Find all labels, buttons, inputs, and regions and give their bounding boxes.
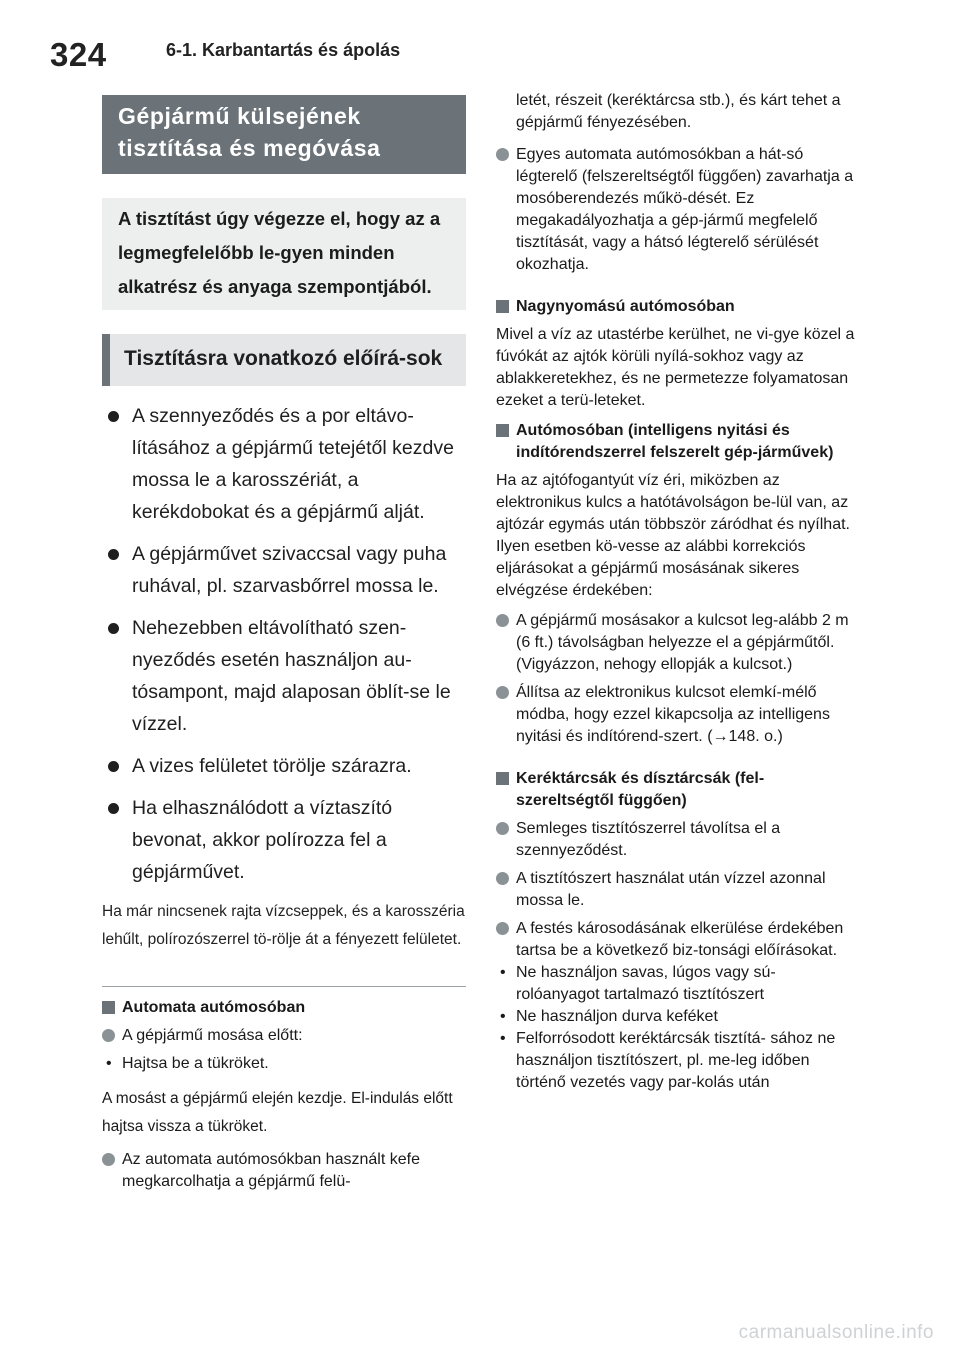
rinse-item: A tisztítószert használat után vízzel azonnal mossa le. — [496, 868, 858, 912]
high-pressure-heading: Nagynyomású autómosóban — [496, 296, 858, 318]
list-item: A gépjárművet szivaccsal vagy puha ruhával, pl. szarvasbőrrel mossa le. — [102, 538, 466, 602]
smart-entry-text: Ha az ajtófogantyút víz éri, miközben az elektronikus kulcs a hatótávolságon be-lül van, az ajtózár egymás után többször záródhat és nyílhat. Ilyen esetben kö-vesse az alábbi korrekciós eljárásokat a gépjármű mosásának sikeres elvégzése érdekében: — [496, 472, 850, 599]
wheels-heading: Keréktárcsák és dísztárcsák (fel-szereltségtől függően) — [496, 768, 858, 812]
sub-heading: Tisztításra vonatkozó előírá-sok — [102, 334, 466, 386]
start-front-text: A mosást a gépjármű elején kezdje. El-indulás előtt hajtsa vissza a tükröket. — [102, 1090, 453, 1135]
page-number: 324 — [50, 36, 107, 73]
list-item: A szennyeződés és a por eltávo-lításához a gépjármű tetejétől kezdve mossa le a karosszériát, a kerékdobokat és a gépjármű alját. — [102, 400, 466, 528]
spoiler-item: Egyes automata autómosókban a hát-só légterelő (felszereltségtől függően) zavarhatja a mosóberendezés műkö-dését. Ez megakadályozhatja a gép-jármű megfelelő tisztítását, vagy a hátsó légterelő sérülését okozhatja. — [496, 144, 858, 276]
list-item: Ha elhasználódott a víztaszító bevonat, akkor polírozza fel a gépjárművet. — [102, 792, 466, 888]
polish-note: Ha már nincsenek rajta vízcseppek, és a karosszéria lehűlt, polírozószerrel tö-rölje át a fényezett felületet. — [102, 903, 465, 948]
before-wash-item — [102, 1025, 466, 1047]
before-wash-text: A gépjármű mosása előtt: — [122, 1027, 303, 1044]
brushes-item: Az automata autómosókban használt kefe megkarcolhatja a gépjármű felü- — [102, 1149, 466, 1193]
intro-box: A tisztítást úgy végezze el, hogy az a legmegfelelőbb le-gyen minden alkatrész és anyaga szempontjából. — [102, 198, 466, 310]
list-item: Nehezebben eltávolítható szen-nyeződés esetén használjon au-tósampont, majd alaposan öblít-se le vízzel. — [102, 612, 466, 740]
cleaning-rules-list — [102, 400, 466, 888]
fold-mirrors-item: • Hajtsa be a tükröket. — [102, 1053, 466, 1075]
high-pressure-text: Mivel a víz az utastérbe kerülhet, ne vi-gye közel a fúvókát az ajtók körüli nyílá-sokhoz vagy az ablakkeretekhez, és ne permetezze folyamatosan ezeket a terü-leteket. — [496, 326, 855, 409]
smart-entry-heading: Autómosóban (intelligens nyitási és indítórendszerrel felszerelt gép-járművek) — [496, 420, 858, 464]
main-heading: Gépjármű külsejének tisztítása és megóvása — [102, 95, 466, 174]
paint-protection-item: A festés károsodásának elkerülése érdekében tartsa be a következő biz-tonsági előírásokat. — [496, 918, 858, 962]
list-item: A vizes felületet törölje szárazra. — [102, 750, 466, 782]
neutral-detergent-item: Semleges tisztítószerrel távolítsa el a szennyeződést. — [496, 818, 858, 862]
section-title: 6-1. Karbantartás és ápolás — [166, 40, 401, 60]
left-column — [102, 95, 466, 1199]
no-brush-item: • Ne használjon durva keféket — [496, 1006, 858, 1028]
no-acid-item: • Ne használjon savas, lúgos vagy sú-rolóanyagot tartalmazó tisztítószert — [496, 962, 858, 1006]
no-hot-wheels-cont: sához ne használjon tisztítószert, pl. me-leg időben történő vezetés vagy par-kolás után — [516, 1030, 836, 1091]
no-hot-wheels-start: Felforrósodott keréktárcsák tisztítá- — [516, 1030, 766, 1047]
divider — [102, 986, 466, 987]
key-distance-item: A gépjármű mosásakor a kulcsot leg-alább 2 m (6 ft.) távolságban helyezze el a gépjárműtől. (Vigyázzon, nehogy ellopják a kulcsot.) — [496, 610, 858, 676]
right-column — [496, 90, 858, 1094]
brushes-continued: letét, részeit (keréktárcsa stb.), és kárt tehet a gépjármű fényezésében. — [516, 92, 841, 131]
power-save-item: Állítsa az elektronikus kulcsot elemkí-mélő módba, hogy ezzel kikapcsolja az intelligens nyitási és indítórend-szert. (→148. o.) — [496, 682, 858, 748]
no-hot-wheels-item — [496, 1028, 858, 1094]
auto-wash-heading: Automata autómosóban — [102, 997, 466, 1019]
watermark: carmanualsonline.info — [738, 1322, 934, 1343]
